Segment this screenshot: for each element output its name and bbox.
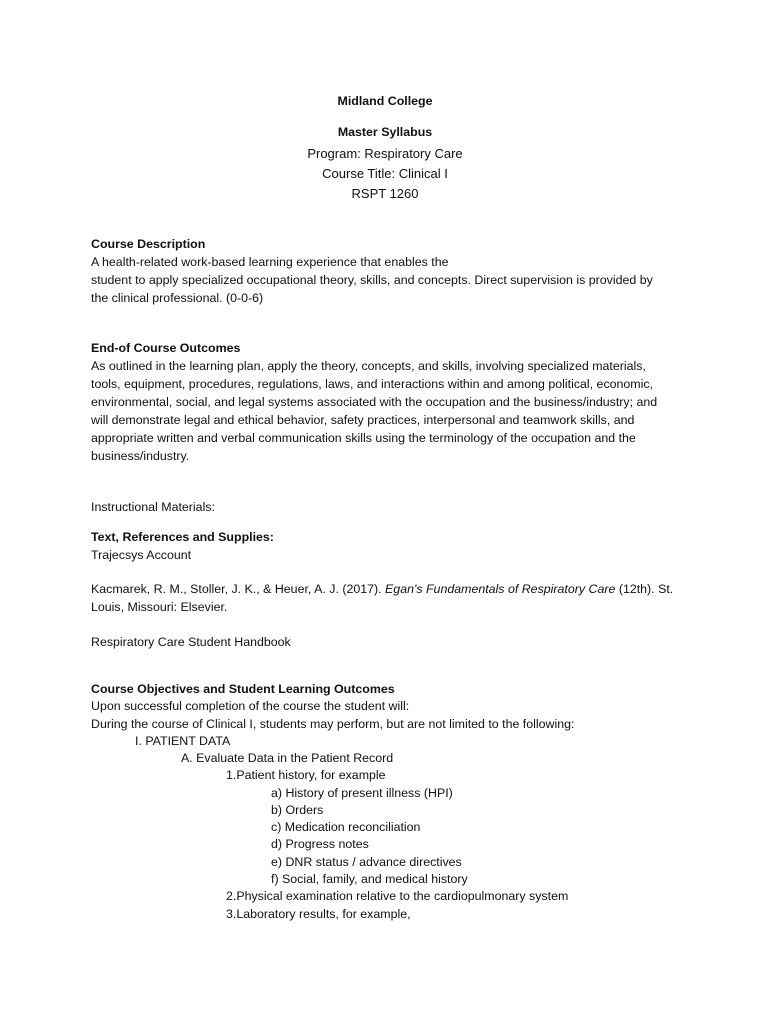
outline-level-4: a) History of present illness (HPI) <box>271 786 453 800</box>
account-line: Trajecsys Account <box>91 548 192 562</box>
paragraph-line: business/industry. <box>91 449 190 463</box>
course-description-heading: Course Description <box>91 237 206 251</box>
materials-subheading: Text, References and Supplies: <box>91 530 274 544</box>
textbook-citation <box>91 580 691 616</box>
course-code-line: RSPT 1260 <box>351 186 419 201</box>
outline-level-4: f) Social, family, and medical history <box>271 872 468 886</box>
outline-level-3: 2.Physical examination relative to the cardiopulmonary system <box>226 889 569 903</box>
outline-level-1: I. PATIENT DATA <box>135 734 231 748</box>
paragraph-line: appropriate written and verbal communication skills using the terminology of the occupation and the <box>91 431 636 445</box>
outline-level-2: A. Evaluate Data in the Patient Record <box>181 751 394 765</box>
citation-edition: (12th). St. <box>615 582 674 596</box>
outcomes-section <box>91 339 691 465</box>
paragraph-line: tools, equipment, procedures, regulations, laws, and interactions within and among political, economic, <box>91 377 654 391</box>
citation-line: Louis, Missouri: Elsevier. <box>91 600 228 614</box>
citation-authors: Kacmarek, R. M., Stoller, J. K., & Heuer, A. J. (2017). <box>91 582 386 596</box>
citation-title: Egan's Fundamentals of Respiratory Care <box>385 582 616 596</box>
paragraph-line: A health-related work-based learning experience that enables the <box>91 255 449 269</box>
program-line: Program: Respiratory Care <box>307 146 463 161</box>
materials-heading: Instructional Materials: <box>91 500 215 514</box>
handbook-line: Respiratory Care Student Handbook <box>91 635 291 649</box>
outcomes-heading: End-of Course Outcomes <box>91 341 241 355</box>
objectives-heading: Course Objectives and Student Learning Outcomes <box>91 682 395 696</box>
course-description-text <box>91 253 691 307</box>
outline-level-4: c) Medication reconciliation <box>271 820 421 834</box>
outline-level-4: d) Progress notes <box>271 837 369 851</box>
outline-level-3: 1.Patient history, for example <box>226 768 386 782</box>
outcomes-text <box>91 357 691 465</box>
citation-line <box>91 580 691 598</box>
paragraph-line: the clinical professional. (0-0-6) <box>91 291 264 305</box>
objectives-intro: Upon successful completion of the course the student will: <box>91 699 410 713</box>
paragraph-line: As outlined in the learning plan, apply the theory, concepts, and skills, involving specialized materials, <box>91 359 646 373</box>
college-name: Midland College <box>337 94 433 108</box>
paragraph-line: environmental, social, and legal systems associated with the occupation and the business/industry; and <box>91 395 658 409</box>
document-type: Master Syllabus <box>337 125 433 139</box>
paragraph-line: will demonstrate legal and ethical behavior, safety practices, interpersonal and teamwork skills, and <box>91 413 635 427</box>
outline-level-3: 3.Laboratory results, for example, <box>226 907 411 921</box>
paragraph-line: student to apply specialized occupational theory, skills, and concepts. Direct supervision is provided by <box>91 273 653 287</box>
course-title-line: Course Title: Clinical I <box>322 166 448 181</box>
course-description-section <box>91 235 691 307</box>
outline-level-4: e) DNR status / advance directives <box>271 855 462 869</box>
outline-level-4: b) Orders <box>271 803 324 817</box>
objectives-intro-detail: During the course of Clinical I, students may perform, but are not limited to the following: <box>91 717 575 731</box>
